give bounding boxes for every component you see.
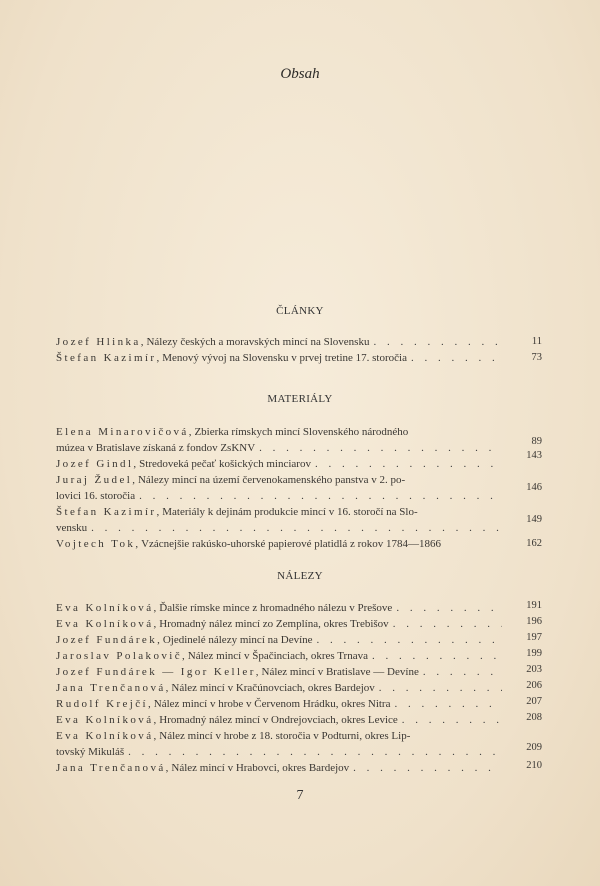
entry-page-number: 11 <box>531 336 542 347</box>
entry-author: Jana Trenčanová <box>56 682 166 694</box>
toc-entry: Vojtech Tok , Vzácnejšie rakúsko-uhorské papierové platidlá z rokov 1784—1866 162 <box>56 538 542 550</box>
leader-dots <box>128 744 502 760</box>
toc-entry: Jozef Fundárek , Ojedinelé nálezy mincí na Devíne . . . 197 <box>56 632 542 648</box>
entry-page-number: 197 <box>526 632 542 643</box>
leader-dots <box>315 456 502 472</box>
entry-author: Jaroslav Polakovič <box>56 650 182 662</box>
entry-title: Stredoveká pečať košických minciarov <box>139 458 311 470</box>
entry-author: Jana Trenčanová <box>56 762 166 774</box>
entry-page-number: 196 <box>526 616 542 627</box>
entry-page-number: 146 <box>526 482 542 493</box>
toc-entry: Eva Kolníková , Hromadný nález mincí zo Zemplína, okres Trebišov . . . 196 <box>56 616 542 632</box>
section-entries-materialy <box>56 424 542 552</box>
leader-dots <box>402 712 502 728</box>
entry-title-continued: lovici 16. storočia <box>56 490 136 502</box>
entry-title: Nález mincí v Hrabovci, okres Bardejov <box>171 762 350 774</box>
entry-title: Hromadný nález mincí v Ondrejovciach, okres Levice <box>159 714 398 726</box>
toc-entry: Elena Minarovičová , Zbierka rímskych mincí Slovenského národného múzea v Bratislave získaná z fondov ZsKNV . . . 89 <box>56 424 542 456</box>
leader-dots <box>396 600 502 616</box>
entry-page-number: 143 <box>526 450 542 461</box>
toc-entry: Štefan Kazimír , Materiály k dejinám produkcie mincí v 16. storočí na Slo- vensku . . . 149 <box>56 504 542 536</box>
entry-title: Nálezy mincí na území červenokamenského panstva v 2. po- <box>137 474 406 486</box>
leader-dots <box>259 440 502 456</box>
entry-author: Jozef Fundárek <box>56 634 158 646</box>
toc-entry: Eva Kolníková , Ďalšie rímske mince z hromadného nálezu v Prešove . . . 191 <box>56 600 542 616</box>
entry-page-number: 73 <box>531 352 542 363</box>
entry-page-number: 207 <box>526 696 542 707</box>
leader-dots <box>372 648 502 664</box>
toc-entry: Jaroslav Polakovič , Nález mincí v Špačinciach, okres Trnava . . . 199 <box>56 648 542 664</box>
entry-title-continued: vensku <box>56 522 88 534</box>
entry-title: Nález mincí v Bratislave — Devíne <box>261 666 419 678</box>
toc-entry: Rudolf Krejčí , Nález mincí v hrobe v Červenom Hrádku, okres Nitra . . . 207 <box>56 696 542 712</box>
entry-page-number: 199 <box>526 648 542 659</box>
section-heading-nalezy: NÁLEZY <box>277 570 323 582</box>
entry-title: Ďalšie rímske mince z hromadného nálezu v Prešove <box>159 602 393 614</box>
toc-entry: Jana Trenčanová , Nález mincí v Hrabovci, okres Bardejov . . . 210 <box>56 760 542 776</box>
entry-title: Materiály k dejinám produkcie mincí v 16. storočí na Slo- <box>162 506 418 518</box>
section-heading-clanky: ČLÁNKY <box>276 305 324 317</box>
entry-page-number: 206 <box>526 680 542 691</box>
entry-title: Nálezy českých a moravských mincí na Slovensku <box>146 336 370 348</box>
leader-dots <box>423 664 502 680</box>
entry-page-number: 210 <box>526 760 542 771</box>
toc-entry: Eva Kolníková , Nález mincí v hrobe z 18. storočia v Podturni, okres Lip- tovský Mikuláš . . . 209 <box>56 728 542 760</box>
entry-title-continued: múzea v Bratislave získaná z fondov ZsKNV <box>56 442 256 454</box>
toc-entry: Jozef Hlinka , Nálezy českých a moravských mincí na Slovensku . . . 11 <box>56 334 542 350</box>
entry-title: Hromadný nález mincí zo Zemplína, okres Trebišov <box>159 618 389 630</box>
entry-page-number: 149 <box>526 514 542 525</box>
entry-author: Vojtech Tok <box>56 538 136 550</box>
entry-page-number: 191 <box>526 600 542 611</box>
toc-entry: Eva Kolníková , Hromadný nález mincí v Ondrejovciach, okres Levice . . . 208 <box>56 712 542 728</box>
section-entries-nalezy <box>56 600 542 776</box>
leader-dots <box>379 680 502 696</box>
entry-page-number: 89 <box>531 436 542 447</box>
page-title: Obsah <box>280 66 320 82</box>
entry-page-number: 203 <box>526 664 542 675</box>
entry-title: Nález mincí v Špačinciach, okres Trnava <box>187 650 368 662</box>
folio-page-number: 7 <box>296 788 304 803</box>
entry-author: Eva Kolníková <box>56 714 154 726</box>
toc-entry: Jozef Fundárek — Igor Keller , Nález mincí v Bratislave — Devíne . . . 203 <box>56 664 542 680</box>
entry-page-number: 209 <box>526 742 542 753</box>
entry-author: Štefan Kazimír <box>56 506 157 518</box>
entry-title: Menový vývoj na Slovensku v prvej tretine 17. storočia <box>162 352 407 364</box>
leader-dots <box>411 350 502 366</box>
entry-title-continued: tovský Mikuláš <box>56 746 125 758</box>
entry-author: Eva Kolníková <box>56 730 154 742</box>
leader-dots <box>394 696 502 712</box>
entry-title: Nález mincí v hrobe v Červenom Hrádku, okres Nitra <box>153 698 391 710</box>
entry-author: Rudolf Krejčí <box>56 698 148 710</box>
entry-author: Jozef Fundárek — Igor Keller <box>56 666 256 678</box>
entry-author: Jozef Hlinka <box>56 336 141 348</box>
toc-entry: Juraj Žudel , Nálezy mincí na území červenokamenského panstva v 2. po- lovici 16. storočia . . . 146 <box>56 472 542 504</box>
entry-title: Nález mincí v hrobe z 18. storočia v Podturni, okres Lip- <box>159 730 411 742</box>
section-entries-clanky <box>56 334 542 366</box>
entry-author: Jozef Gindl <box>56 458 134 470</box>
entry-page-number: 208 <box>526 712 542 723</box>
entry-author: Elena Minarovičová <box>56 426 189 438</box>
section-heading-materialy: MATERIÁLY <box>267 393 333 405</box>
entry-author: Štefan Kazimír <box>56 352 157 364</box>
entry-author: Eva Kolníková <box>56 602 154 614</box>
entry-title: Vzácnejšie rakúsko-uhorské papierové platidlá z rokov 1784—1866 <box>141 538 442 550</box>
toc-entry: Jana Trenčanová , Nález mincí v Kračúnovciach, okres Bardejov . . . 206 <box>56 680 542 696</box>
entry-title: Nález mincí v Kračúnovciach, okres Bardejov <box>171 682 375 694</box>
leader-dots <box>353 760 502 776</box>
leader-dots <box>91 520 502 536</box>
leader-dots <box>393 616 502 632</box>
entry-author: Eva Kolníková <box>56 618 154 630</box>
toc-entry: Štefan Kazimír , Menový vývoj na Slovensku v prvej tretine 17. storočia . . . 73 <box>56 350 542 366</box>
entry-title: Ojedinelé nálezy mincí na Devíne <box>162 634 313 646</box>
entry-page-number: 162 <box>526 538 542 549</box>
toc-entry: Jozef Gindl , Stredoveká pečať košických minciarov . . . 143 <box>56 456 542 472</box>
leader-dots <box>317 632 502 648</box>
leader-dots <box>139 488 502 504</box>
entry-author: Juraj Žudel <box>56 474 133 486</box>
entry-title: Zbierka rímskych mincí Slovenského národného <box>194 426 409 438</box>
leader-dots <box>373 334 502 350</box>
